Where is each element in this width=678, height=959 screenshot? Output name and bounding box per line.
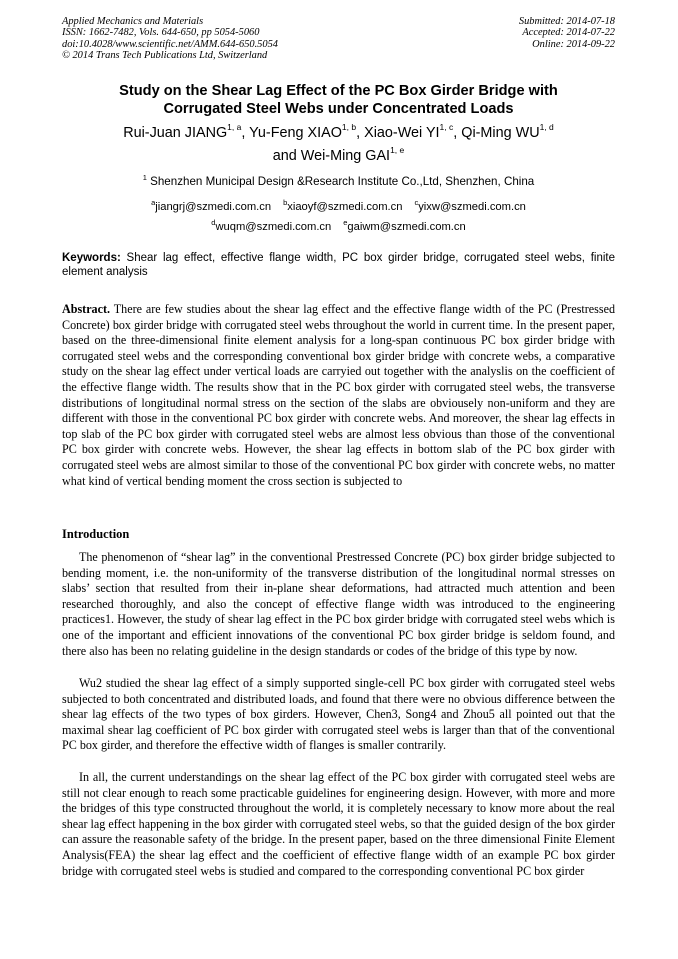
author-separator: , <box>356 125 365 141</box>
email-address[interactable]: wuqm@szmedi.com.cn <box>215 221 332 233</box>
intro-paragraph-3: In all, the current understandings on the shear lag effect of the PC box girder with corrugated steel webs are still not clear enough to reach some practicable guidelines for engineering design. However, with more and more the bridges of this type constructed throughout the world, it is completely necessary to know more about the real shear lag effect happening in the box girder with corrugated steel webs, so that the guided design of the box girder can assure the reasonable safety of the bridge. In the present paper, based on the three dimensional Finite Element Analysis(FEA) the shear lag effect and the coefficient of effective flange width of an example PC box girder bridge with corrugated steel webs is studied and compared to the corresponding conventional PC box girder <box>62 770 615 878</box>
author-affil-mark: 1, b <box>341 122 357 132</box>
author-separator: , <box>241 125 250 141</box>
email-mark: d <box>211 218 216 227</box>
email-list <box>62 197 615 237</box>
email-line-2 <box>62 217 615 237</box>
author-name: Qi-Ming WU <box>461 125 540 141</box>
abstract-label: Abstract. <box>62 302 111 316</box>
author-name: Rui-Juan JIANG <box>123 125 228 141</box>
doi-line: doi:10.4028/www.scientific.net/AMM.644-650.5054 <box>62 38 278 50</box>
author-affil-mark: 1, c <box>439 122 454 132</box>
author-separator: , <box>453 125 462 141</box>
paper-title <box>62 82 615 118</box>
author-affil-mark: 1, e <box>390 145 405 155</box>
affiliation <box>62 175 615 189</box>
author-name: Wei-Ming GAI <box>300 148 391 164</box>
introduction-heading: Introduction <box>62 527 130 541</box>
copyright-line: © 2014 Trans Tech Publications Ltd, Switzerland <box>62 50 268 62</box>
journal-name: Applied Mechanics and Materials <box>62 16 204 27</box>
affiliation-text: Shenzhen Municipal Design &Research Institute Co.,Ltd, Shenzhen, China <box>146 175 535 188</box>
affiliation-mark: 1 <box>142 173 147 182</box>
author-name: Yu-Feng XIAO <box>249 125 342 141</box>
author-line-1 <box>62 122 615 145</box>
email-address[interactable]: gaiwm@szmedi.com.cn <box>347 221 466 233</box>
online-date: Online: 2014-09-22 <box>532 38 615 50</box>
email-mark: e <box>343 218 348 227</box>
author-list <box>62 122 615 168</box>
author-conjunction: and <box>272 148 301 164</box>
issn-line: ISSN: 1662-7482, Vols. 644-650, pp 5054-5060 <box>62 27 260 39</box>
author-affil-mark: 1, d <box>539 122 554 132</box>
email-address[interactable]: yixw@szmedi.com.cn <box>418 201 526 213</box>
email-mark: b <box>283 198 288 207</box>
abstract-block <box>62 302 615 489</box>
author-name: Xiao-Wei YI <box>364 125 440 141</box>
email-mark: a <box>151 198 156 207</box>
submitted-date: Submitted: 2014-07-18 <box>518 16 615 27</box>
email-mark: c <box>414 198 419 207</box>
keywords-block <box>62 251 615 279</box>
author-affil-mark: 1, a <box>227 122 242 132</box>
intro-paragraph-1: The phenomenon of “shear lag” in the conventional Prestressed Concrete (PC) box girder bridge subjected to bending moment, i.e. the non-uniformity of the transverse distribution of the longitudinal normal stresses on slabs’ section that resulted from their in-plane shear deformations, had attracted much attention and been researched thoroughly, and also the concept of effective flange width was introduced to the engineering practices1. However, the study of shear lag effect in the PC box girder bridge with corrugated steel webs which is one of the important and efficient innovations of the conventional PC box girder bridge is seldom found, and there also has been no relating guideline in the design standards or codes of the bridge of this type by now. <box>62 550 615 658</box>
submission-dates <box>519 16 615 50</box>
email-address[interactable]: xiaoyf@szmedi.com.cn <box>287 201 403 213</box>
email-address[interactable]: jiangrj@szmedi.com.cn <box>155 201 272 213</box>
journal-info <box>62 16 278 62</box>
title-line-1: Study on the Shear Lag Effect of the PC Box Girder Bridge with <box>119 83 558 99</box>
keywords-text: Shear lag effect, effective flange width, PC box girder bridge, corrugated steel webs, finite element analysis <box>62 252 615 278</box>
email-line-1 <box>62 197 615 217</box>
author-line-2 <box>62 145 615 168</box>
keywords-label: Keywords: <box>62 252 121 264</box>
title-line-2: Corrugated Steel Webs under Concentrated Loads <box>163 101 514 117</box>
accepted-date: Accepted: 2014-07-22 <box>522 27 615 39</box>
intro-paragraph-2: Wu2 studied the shear lag effect of a simply supported single-cell PC box girder with corrugated steel webs subjected to both concentrated and distributed loads, and found that there were no obvious difference between the shear lag effects of the two types of box girders. However, Chen3, Song4 and Zhou5 all pointed out that the maximal shear lag coefficient of PC box girder with corrugated steel webs is larger than that of the conventional PC box girder, and therefore the effective width of flanges is smaller contrarily. <box>62 676 615 753</box>
abstract-text: There are few studies about the shear lag effect and the effective flange width of the PC (Prestressed Concrete) box girder bridge with corrugated steel webs throughout the world in current time. In the present paper, based on the three-dimensional finite element analysis for a long-span continuous PC box girder bridge with corrugated steel webs and the corresponding conventional box girder bridge with concrete webs, a comparative study on the shear lag effect under vertical loads are carryied out together with the analyslis on the coefficient of the effective flange width. The results show that in the PC box girder with corrugated steel webs, the transverse distributions of longitudinal normal stress on the section of the slabs are obviousely non-uniform and they are different with those in the conventional PC box girder with concrete webs. And moreover, the shear lag effects in top slab of the PC box girder with corrugated steel webs are almost less obvious than those of the conventional PC box girder with concrete webs. However, the shear lag effects in bottom slab of the PC box girder with corrugated steel webs are almost similar to those of the conventional PC box girder with concrete webs, no matter what kind of vertical bending moment the cross section is subjected to <box>62 302 615 488</box>
